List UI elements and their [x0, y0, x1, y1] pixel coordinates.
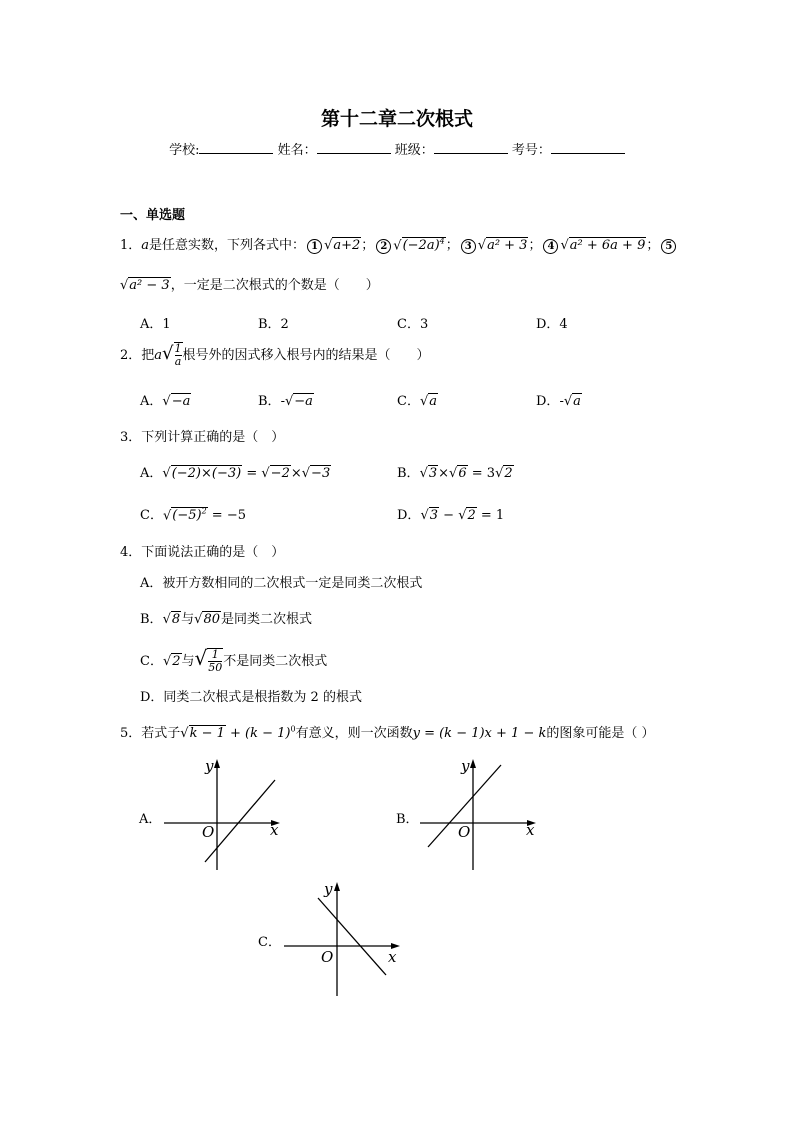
q1-option-c[interactable]: C．3 [397, 317, 429, 332]
y-axis-label: y [324, 880, 333, 898]
q4-option-d[interactable]: D．同类二次根式是根指数为 2 的根式 [140, 690, 362, 705]
exam-no-blank[interactable] [551, 141, 625, 154]
q2-option-d[interactable]: D．-√a [536, 394, 581, 409]
question-1-stem-cont: √a² − 3，一定是二次根式的个数是（ ） [120, 278, 379, 293]
y-axis-label: y [205, 757, 214, 775]
q2-option-b[interactable]: B．-√−a [258, 394, 313, 409]
q2-option-c[interactable]: C．√a [397, 394, 438, 409]
radical-expr-5: √a² − 3 [120, 278, 170, 293]
q1-option-b[interactable]: B．2 [258, 317, 289, 332]
school-blank[interactable] [199, 141, 273, 154]
x-axis-label: x [388, 948, 397, 966]
q1-option-d[interactable]: D．4 [536, 317, 568, 332]
y-arrow-icon [470, 759, 476, 768]
name-blank[interactable] [317, 141, 391, 154]
radical-expr-4: √a² + 6a + 9 [560, 238, 646, 253]
circle-3-icon: 3 [461, 239, 476, 254]
question-2-stem: 2．把a√ $\frac{1}{a}$ 根号外的因式移入根号内的结果是（ ） [120, 342, 430, 368]
radical-fraction: √ $\frac{1}{a}$ [162, 342, 182, 368]
circle-1-icon: 1 [307, 239, 322, 254]
q5-option-c-label[interactable]: C． [258, 935, 281, 950]
radical-expr-2: $√(-2a)^4$ [393, 236, 445, 253]
class-blank[interactable] [434, 141, 508, 154]
student-info-line [0, 139, 794, 158]
radical-expr-1: √a+2 [324, 238, 361, 253]
y-axis-label: y [461, 757, 470, 775]
q3-option-d[interactable]: D．√3 − √2 = 1 [397, 508, 505, 523]
function-line [205, 780, 275, 862]
q3-option-a[interactable]: A．√(−2)×(−3) = √−2×√−3 [140, 466, 331, 481]
question-3-stem: 3．下列计算正确的是（ ） [120, 430, 285, 445]
q5-graph-b[interactable] [416, 755, 546, 875]
q1-option-a[interactable]: A．1 [140, 317, 171, 332]
question-1-stem: 1．a是任意实数，下列各式中： 1 √a+2； 2 $√(-2a)^4$； 3 √a² + 3； 4 √a² + 6a + 9； 5 [120, 234, 678, 254]
origin-label: O [202, 823, 215, 841]
y-arrow-icon [334, 882, 340, 891]
school-label: 学校: [169, 143, 200, 158]
q3-option-c[interactable]: C．$√(-5)^2 = -5$ [140, 506, 246, 523]
radical-expr-3: √a² + 3 [477, 238, 528, 253]
section-heading: 一、单选题 [120, 208, 186, 223]
page-title: 第十二章二次根式 [320, 108, 473, 130]
origin-label: O [321, 948, 334, 966]
q4-option-c[interactable]: C．√2与√ $\frac{1}{50}$ 不是同类二次根式 [140, 646, 328, 674]
q3-option-b[interactable]: B．√3×√6 = 3√2 [397, 466, 513, 481]
name-label: 姓名： [277, 143, 317, 158]
question-5-stem: 5．若式子$√k - 1 + (k - 1)^0$有意义，则一次函数y = (k − 1)x + 1 − k的图象可能是（ ） [120, 724, 655, 741]
question-4-stem: 4．下面说法正确的是（ ） [120, 545, 285, 560]
q5-option-a-label[interactable]: A． [139, 812, 162, 827]
origin-label: O [458, 823, 471, 841]
q4-option-b[interactable]: B．√8与√80是同类二次根式 [140, 612, 313, 627]
circle-5-icon: 5 [661, 239, 676, 254]
y-arrow-icon [214, 759, 220, 768]
circle-4-icon: 4 [543, 239, 558, 254]
q5-graph-a[interactable] [160, 755, 290, 875]
q5-graph-c[interactable] [280, 878, 410, 1000]
q4-option-a[interactable]: A．被开方数相同的二次根式一定是同类二次根式 [140, 576, 423, 591]
q2-option-a[interactable]: A．√−a [140, 394, 191, 409]
class-label: 班级： [394, 143, 434, 158]
exam-no-label: 考号： [511, 143, 551, 158]
x-axis-label: x [526, 821, 535, 839]
q5-option-b-label[interactable]: B． [396, 812, 419, 827]
x-axis-label: x [270, 821, 279, 839]
circle-2-icon: 2 [376, 239, 391, 254]
